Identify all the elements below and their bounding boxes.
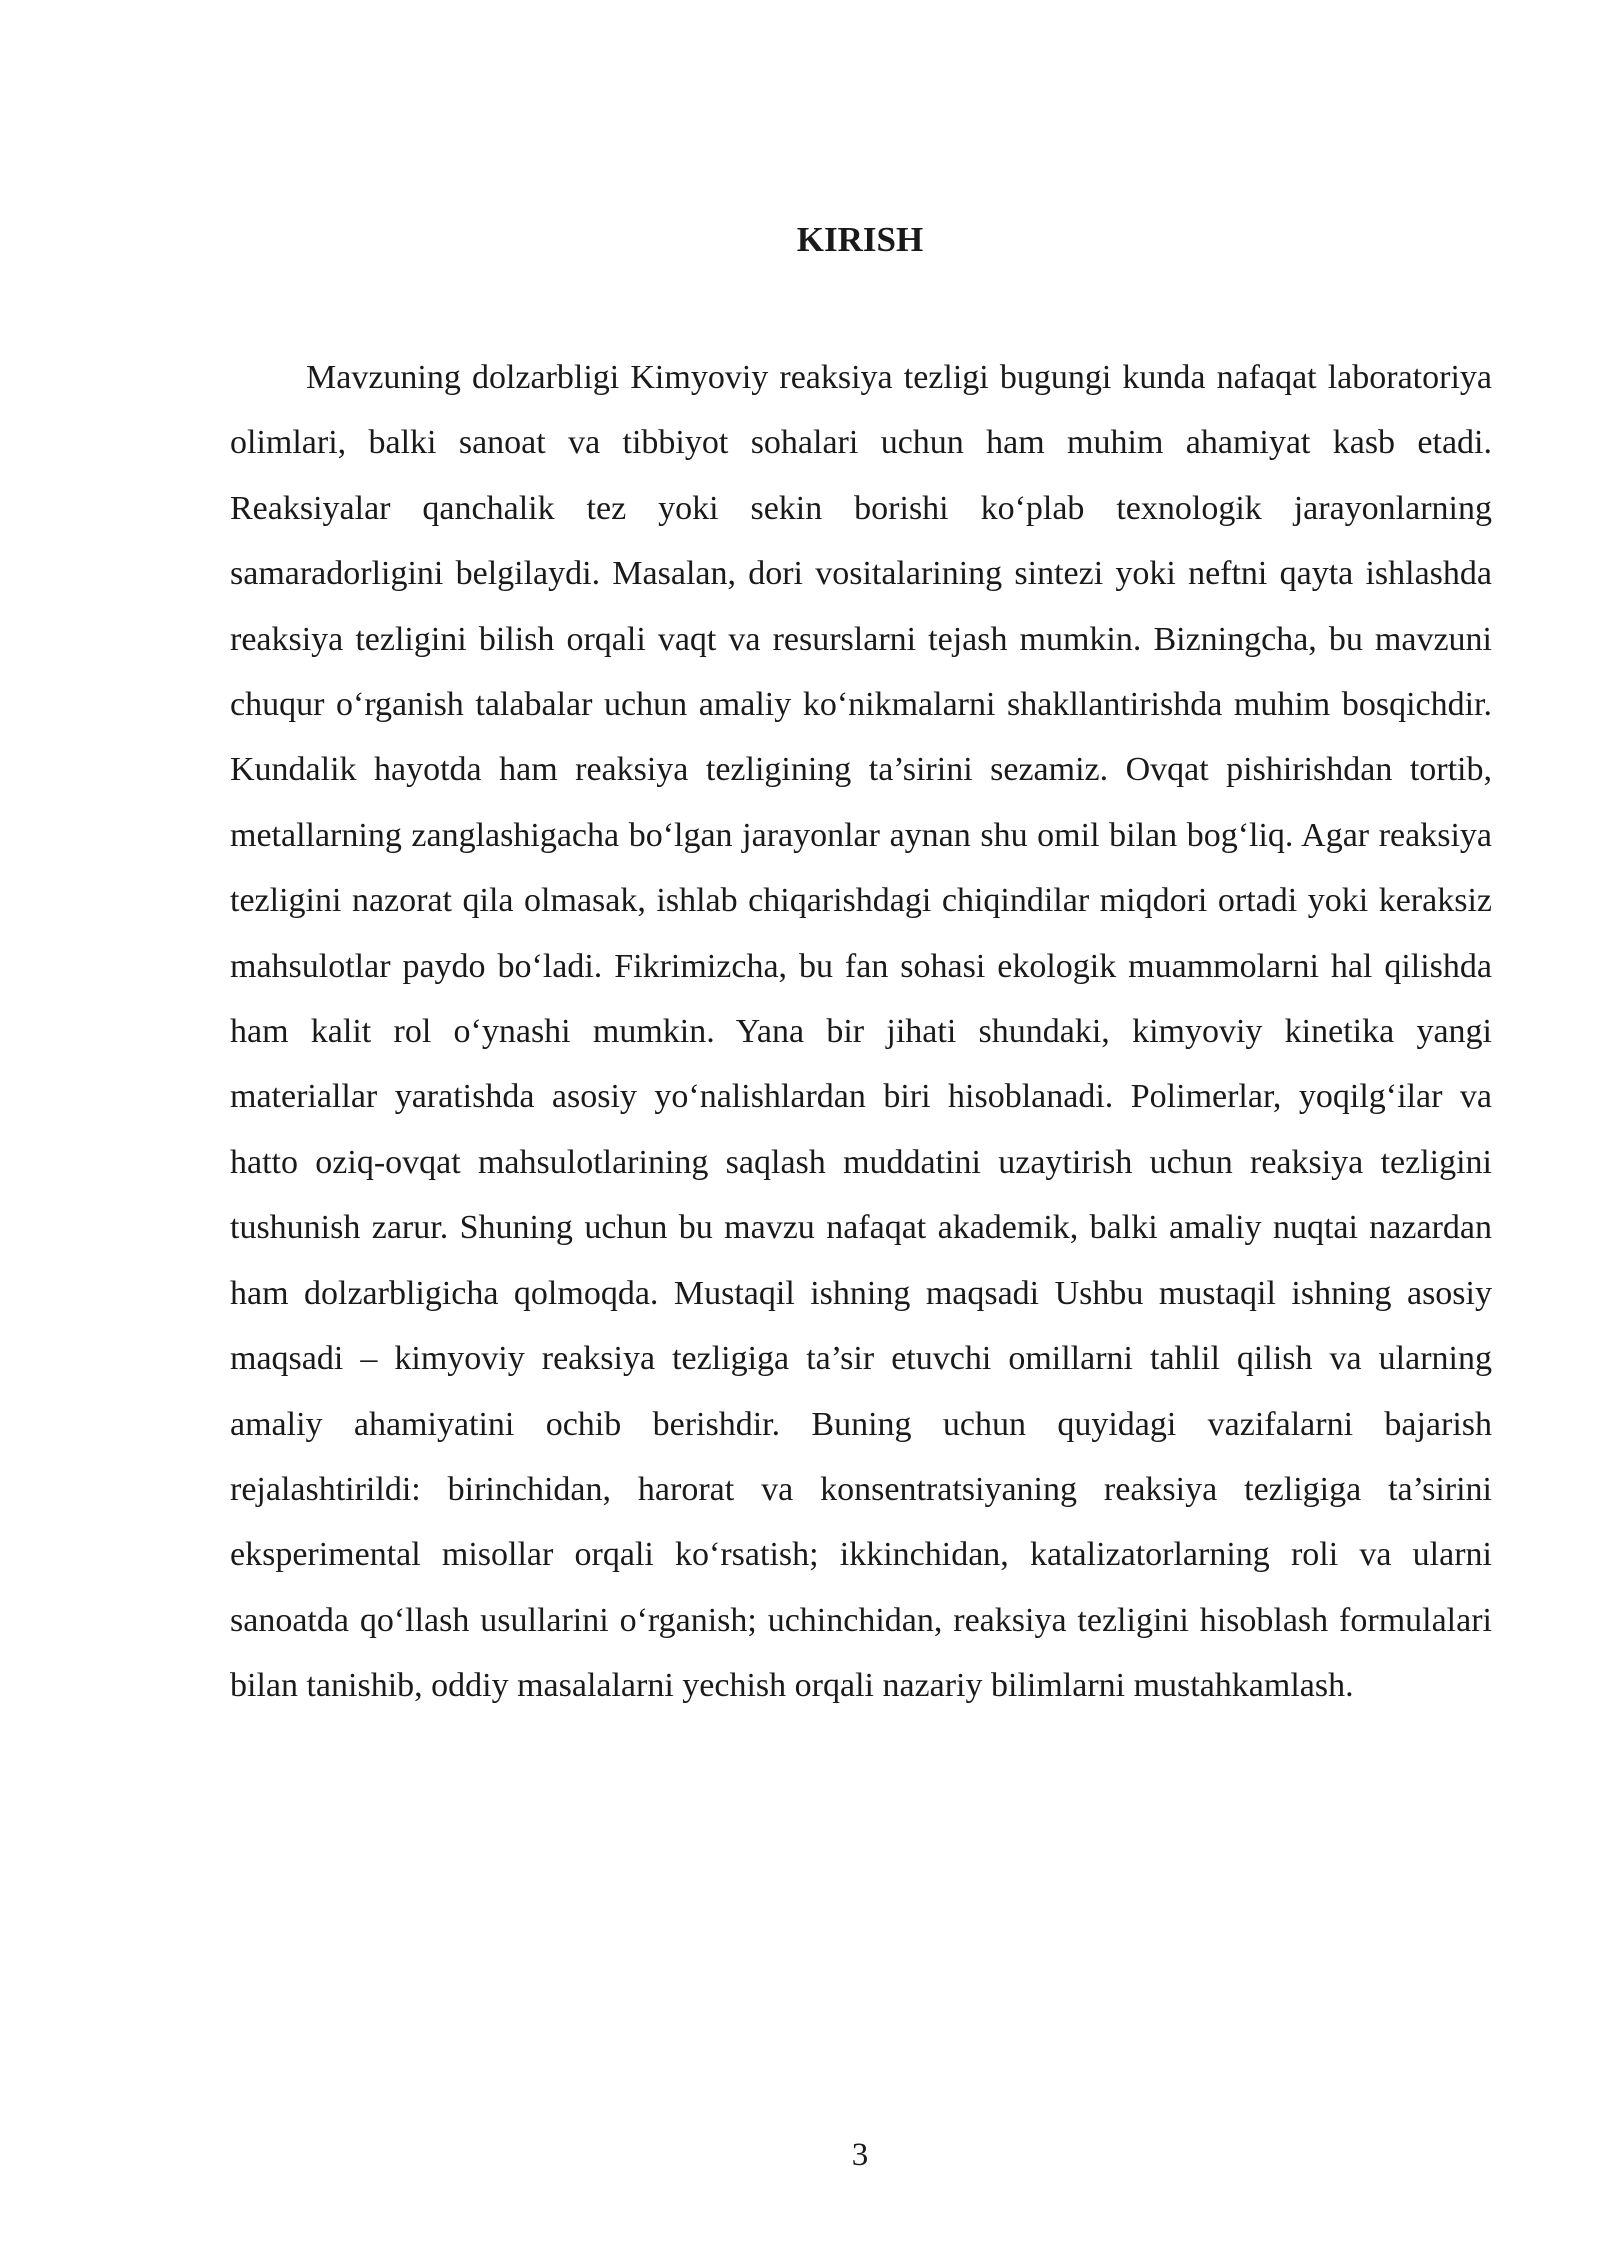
page-number: 3 — [851, 2137, 869, 2173]
section-heading: KIRISH — [796, 220, 924, 259]
body-paragraph: Mavzuning dolzarbligi Kimyoviy reaksiya tezligi bugungi kunda nafaqat laboratoriya olimlari, balki sanoat va tibbiyot sohalari uchun ham muhim ahamiyat kasb etadi. Reaksiyalar qanchalik tez yoki sekin borishi ko‘plab texnologik jarayonlarning samaradorligini belgilaydi. Masalan, dori vositalarining sintezi yoki neftni qayta ishlashda reaksiya tezligini bilish orqali vaqt va resurslarni tejash mumkin. Bizningcha, bu mavzuni chuqur o‘rganish talabalar uchun amaliy ko‘nikmalarni shakllantirishda muhim bosqichdir. Kundalik hayotda ham reaksiya tezligining ta’sirini sezamiz. Ovqat pishirishdan tortib, metallarning zanglashigacha bo‘lgan jarayonlar aynan shu omil bilan bog‘liq. Agar reaksiya tezligini nazorat qila olmasak, ishlab chiqarishdagi chiqindilar miqdori ortadi yoki keraksiz mahsulotlar paydo bo‘ladi. Fikrimizcha, bu fan sohasi ekologik muammolarni hal qilishda ham kalit rol o‘ynashi mumkin. Yana bir jihati shundaki, kimyoviy kinetika yangi materiallar yaratishda asosiy yo‘nalishlardan biri hisoblanadi. Polimerlar, yoqilg‘ilar va hatto oziq-ovqat mahsulotlarining saqlash muddatini uzaytirish uchun reaksiya tezligini tushunish zarur. Shuning uchun bu mavzu nafaqat akademik, balki amaliy nuqtai nazardan ham dolzarbligicha qolmoqda. Mustaqil ishning maqsadi Ushbu mustaqil ishning asosiy maqsadi – kimyoviy reaksiya tezligiga ta’sir etuvchi omillarni tahlil qilish va ularning amaliy ahamiyatini ochib berishdir. Buning uchun quyidagi vazifalarni bajarish rejalashtirildi: birinchidan, harorat va konsentratsiyaning reaksiya tezligiga ta’sirini eksperimental misollar orqali ko‘rsatish; ikkinchidan, katalizatorlarning roli va ularni sanoatda qo‘llash usullarini o‘rganish; uchinchidan, reaksiya tezligini hisoblash formulalari bilan tanishib, oddiy masalalarni yechish orqali nazariy bilimlarni mustahkamlash. — [230, 359, 1492, 1705]
